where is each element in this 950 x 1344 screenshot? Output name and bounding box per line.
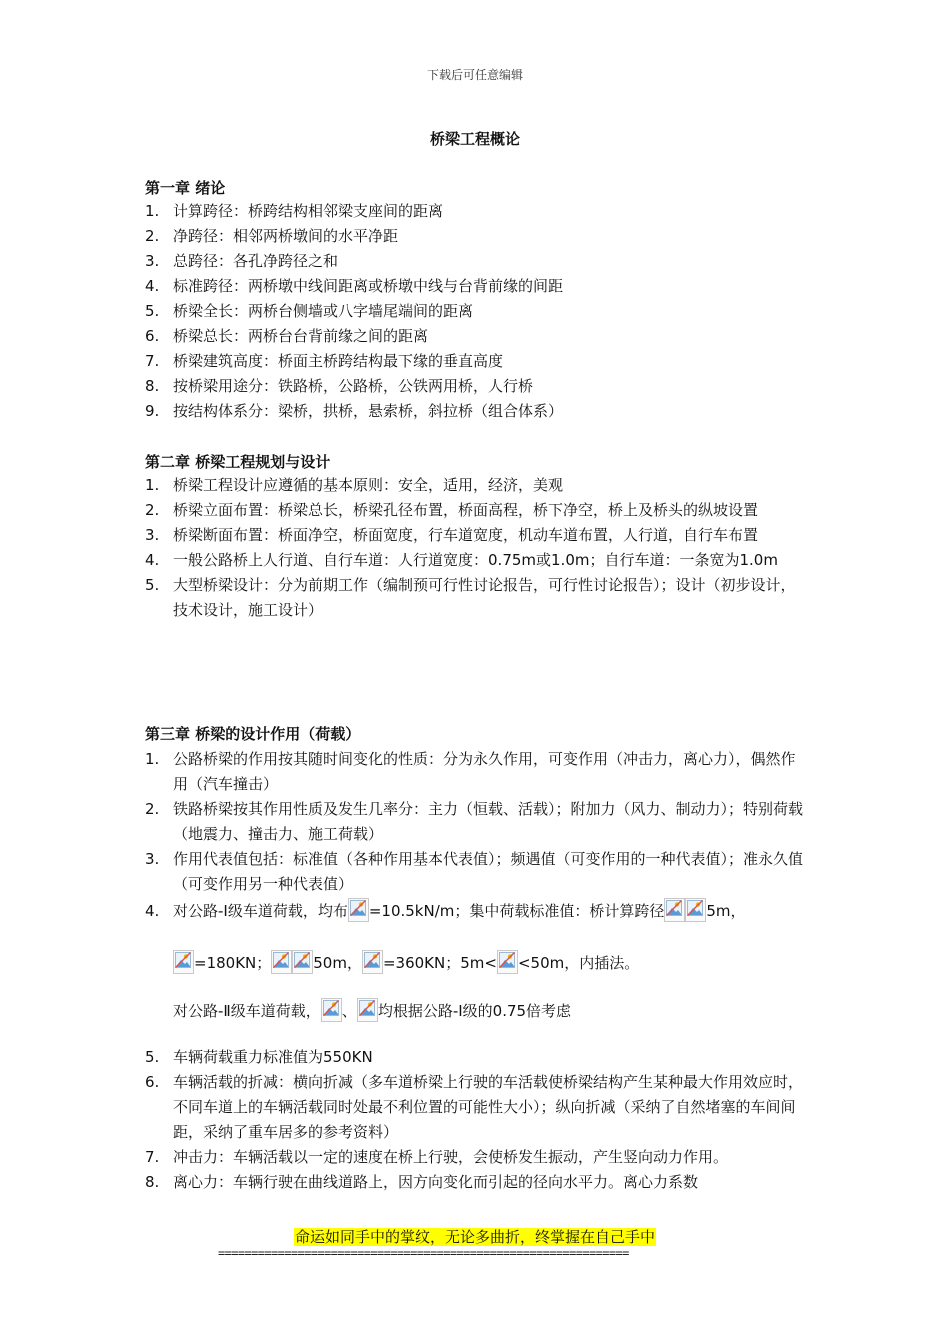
item-text: 桥梁总长：两桥台台背前缘之间的距离 — [173, 327, 429, 345]
item-text: 按桥梁用途分：铁路桥，公路桥，公铁两用桥，人行桥 — [173, 377, 534, 395]
list-item — [145, 797, 810, 847]
item-text: 公路桥梁的作用按其随时间变化的性质：分为永久作用，可变作用（冲击力，离心力），偶然作用（汽车撞击） — [173, 750, 796, 793]
item-text: 桥梁断面布置：桥面净空，桥面宽度，行车道宽度，机动车道布置，人行道，自行车布置 — [173, 526, 759, 544]
item-text: 桥梁工程设计应遵循的基本原则：安全，适用，经济，美观 — [173, 476, 564, 494]
item-4-text-f: =360KN；5m< — [382, 954, 497, 972]
item-number: 4. — [145, 902, 160, 920]
item-number: 6. — [145, 327, 160, 345]
item-text: 桥梁建筑高度：桥面主桥跨结构最下缘的垂直高度 — [173, 352, 504, 370]
item-4-text-g: <50m，内插法。 — [517, 954, 640, 972]
item-text: 计算跨径：桥跨结构相邻梁支座间的距离 — [173, 202, 444, 220]
item-number: 4. — [145, 551, 160, 569]
item-number: 3. — [145, 850, 160, 868]
item-text: 大型桥梁设计：分为前期工作（编制预可行性讨论报告，可行性讨论报告）；设计（初步设计，技术设计，施工设计） — [173, 576, 796, 619]
broken-image-icon — [497, 950, 518, 974]
item-text: 按结构体系分：梁桥，拱桥，悬索桥，斜拉桥（组合体系） — [173, 402, 564, 420]
motto-text: 命运如同手中的掌纹，无论多曲折，终掌握在自己手中 — [294, 1228, 655, 1246]
item-number: 8. — [145, 377, 160, 395]
list-item — [145, 1045, 810, 1070]
item-number: 5. — [145, 302, 160, 320]
list-item — [145, 548, 810, 573]
broken-image-icon — [292, 950, 313, 974]
list-item — [145, 498, 810, 523]
load-item-4-line-3 — [173, 998, 571, 1024]
item-number: 7. — [145, 352, 160, 370]
item-4-text-d: =180KN； — [194, 954, 272, 972]
broken-image-icon — [348, 898, 369, 922]
item-number: 1. — [145, 202, 160, 220]
item-text: 作用代表值包括：标准值（各种作用基本代表值）；频遇值（可变作用的一种代表值）；准永久值（可变作用另一种代表值） — [173, 850, 804, 893]
broken-image-icon — [173, 950, 194, 974]
item-4-text-e: 50m， — [313, 954, 362, 972]
item-number: 2. — [145, 800, 160, 818]
footer-rule: ============================================================== — [218, 1246, 629, 1260]
list-item — [145, 274, 810, 299]
chapter-2-heading: 第二章 桥梁工程规划与设计 — [145, 453, 331, 471]
item-4-text-h: 对公路-Ⅱ级车道荷载， — [173, 1002, 321, 1020]
chapter-3-heading: 第三章 桥梁的设计作用（荷载） — [145, 725, 361, 743]
broken-image-icon — [321, 998, 342, 1022]
load-item-4-line-1 — [145, 898, 810, 924]
item-number: 9. — [145, 402, 160, 420]
item-text: 冲击力：车辆活载以一定的速度在桥上行驶，会使桥发生振动，产生竖向动力作用。 — [173, 1148, 729, 1166]
item-number: 5. — [145, 576, 160, 594]
list-item — [145, 473, 810, 498]
load-item-4-line-2 — [173, 950, 639, 976]
list-item — [145, 299, 810, 324]
chapter-3-list-continued — [145, 1045, 810, 1195]
chapter-1-heading: 第一章 绪论 — [145, 179, 226, 197]
item-number: 3. — [145, 252, 160, 270]
broken-image-icon — [271, 950, 292, 974]
list-item — [145, 1070, 810, 1145]
list-item — [145, 573, 810, 623]
item-4-text-b: =10.5kN/m；集中荷载标准值：桥计算跨径 — [368, 902, 665, 920]
item-text: 桥梁立面布置：桥梁总长，桥梁孔径布置，桥面高程，桥下净空，桥上及桥头的纵坡设置 — [173, 501, 759, 519]
footer-motto — [0, 1226, 950, 1247]
broken-image-icon — [357, 998, 378, 1022]
item-4-text-j: 均根据公路-Ⅰ级的0.75倍考虑 — [377, 1002, 572, 1020]
item-text: 车辆荷载重力标准值为550KN — [173, 1048, 373, 1066]
item-number: 7. — [145, 1148, 160, 1166]
chapter-1-list — [145, 199, 810, 424]
list-item — [145, 324, 810, 349]
item-text: 离心力：车辆行驶在曲线道路上，因方向变化而引起的径向水平力。离心力系数 — [173, 1173, 699, 1191]
item-number: 1. — [145, 750, 160, 768]
broken-image-icon — [685, 898, 706, 922]
item-number: 5. — [145, 1048, 160, 1066]
list-item — [145, 249, 810, 274]
broken-image-icon — [664, 898, 685, 922]
item-number: 3. — [145, 526, 160, 544]
chapter-2-list — [145, 473, 810, 623]
list-item — [145, 523, 810, 548]
item-text: 总跨径：各孔净跨径之和 — [173, 252, 339, 270]
item-text: 一般公路桥上人行道、自行车道：人行道宽度：0.75m或1.0m；自行车道：一条宽为1.0m — [173, 551, 778, 569]
item-number: 8. — [145, 1173, 160, 1191]
item-number: 2. — [145, 501, 160, 519]
item-4-text-a: 对公路-Ⅰ级车道荷载，均布 — [173, 902, 348, 920]
item-number: 6. — [145, 1073, 160, 1091]
item-4-text-i: 、 — [341, 1002, 357, 1020]
item-number: 2. — [145, 227, 160, 245]
chapter-3-list — [145, 747, 810, 897]
header-note: 下载后可任意编辑 — [426, 68, 523, 82]
item-number: 1. — [145, 476, 160, 494]
broken-image-icon — [362, 950, 383, 974]
item-4-text-c: 5m， — [706, 902, 746, 920]
list-item — [145, 747, 810, 797]
list-item — [145, 199, 810, 224]
list-item — [145, 1170, 810, 1195]
item-text: 标准跨径：两桥墩中线间距离或桥墩中线与台背前缘的间距 — [173, 277, 564, 295]
item-text: 桥梁全长：两桥台侧墙或八字墙尾端间的距离 — [173, 302, 474, 320]
list-item — [145, 349, 810, 374]
list-item — [145, 1145, 810, 1170]
item-text: 铁路桥梁按其作用性质及发生几率分：主力（恒载、活载）；附加力（风力、制动力）；特别荷载（地震力、撞击力、施工荷载） — [173, 800, 804, 843]
list-item — [145, 847, 810, 897]
item-text: 净跨径：相邻两桥墩间的水平净距 — [173, 227, 399, 245]
document-title: 桥梁工程概论 — [429, 130, 520, 148]
item-text: 车辆活载的折减：横向折减（多车道桥梁上行驶的车活载使桥梁结构产生某种最大作用效应时，不同车道上的车辆活载同时处最不利位置的可能性大小）；纵向折减（采纳了自然堵塞的车间间距，采纳了重车居多的参考资料） — [173, 1073, 804, 1141]
item-number: 4. — [145, 277, 160, 295]
list-item — [145, 224, 810, 249]
list-item — [145, 374, 810, 399]
list-item — [145, 399, 810, 424]
